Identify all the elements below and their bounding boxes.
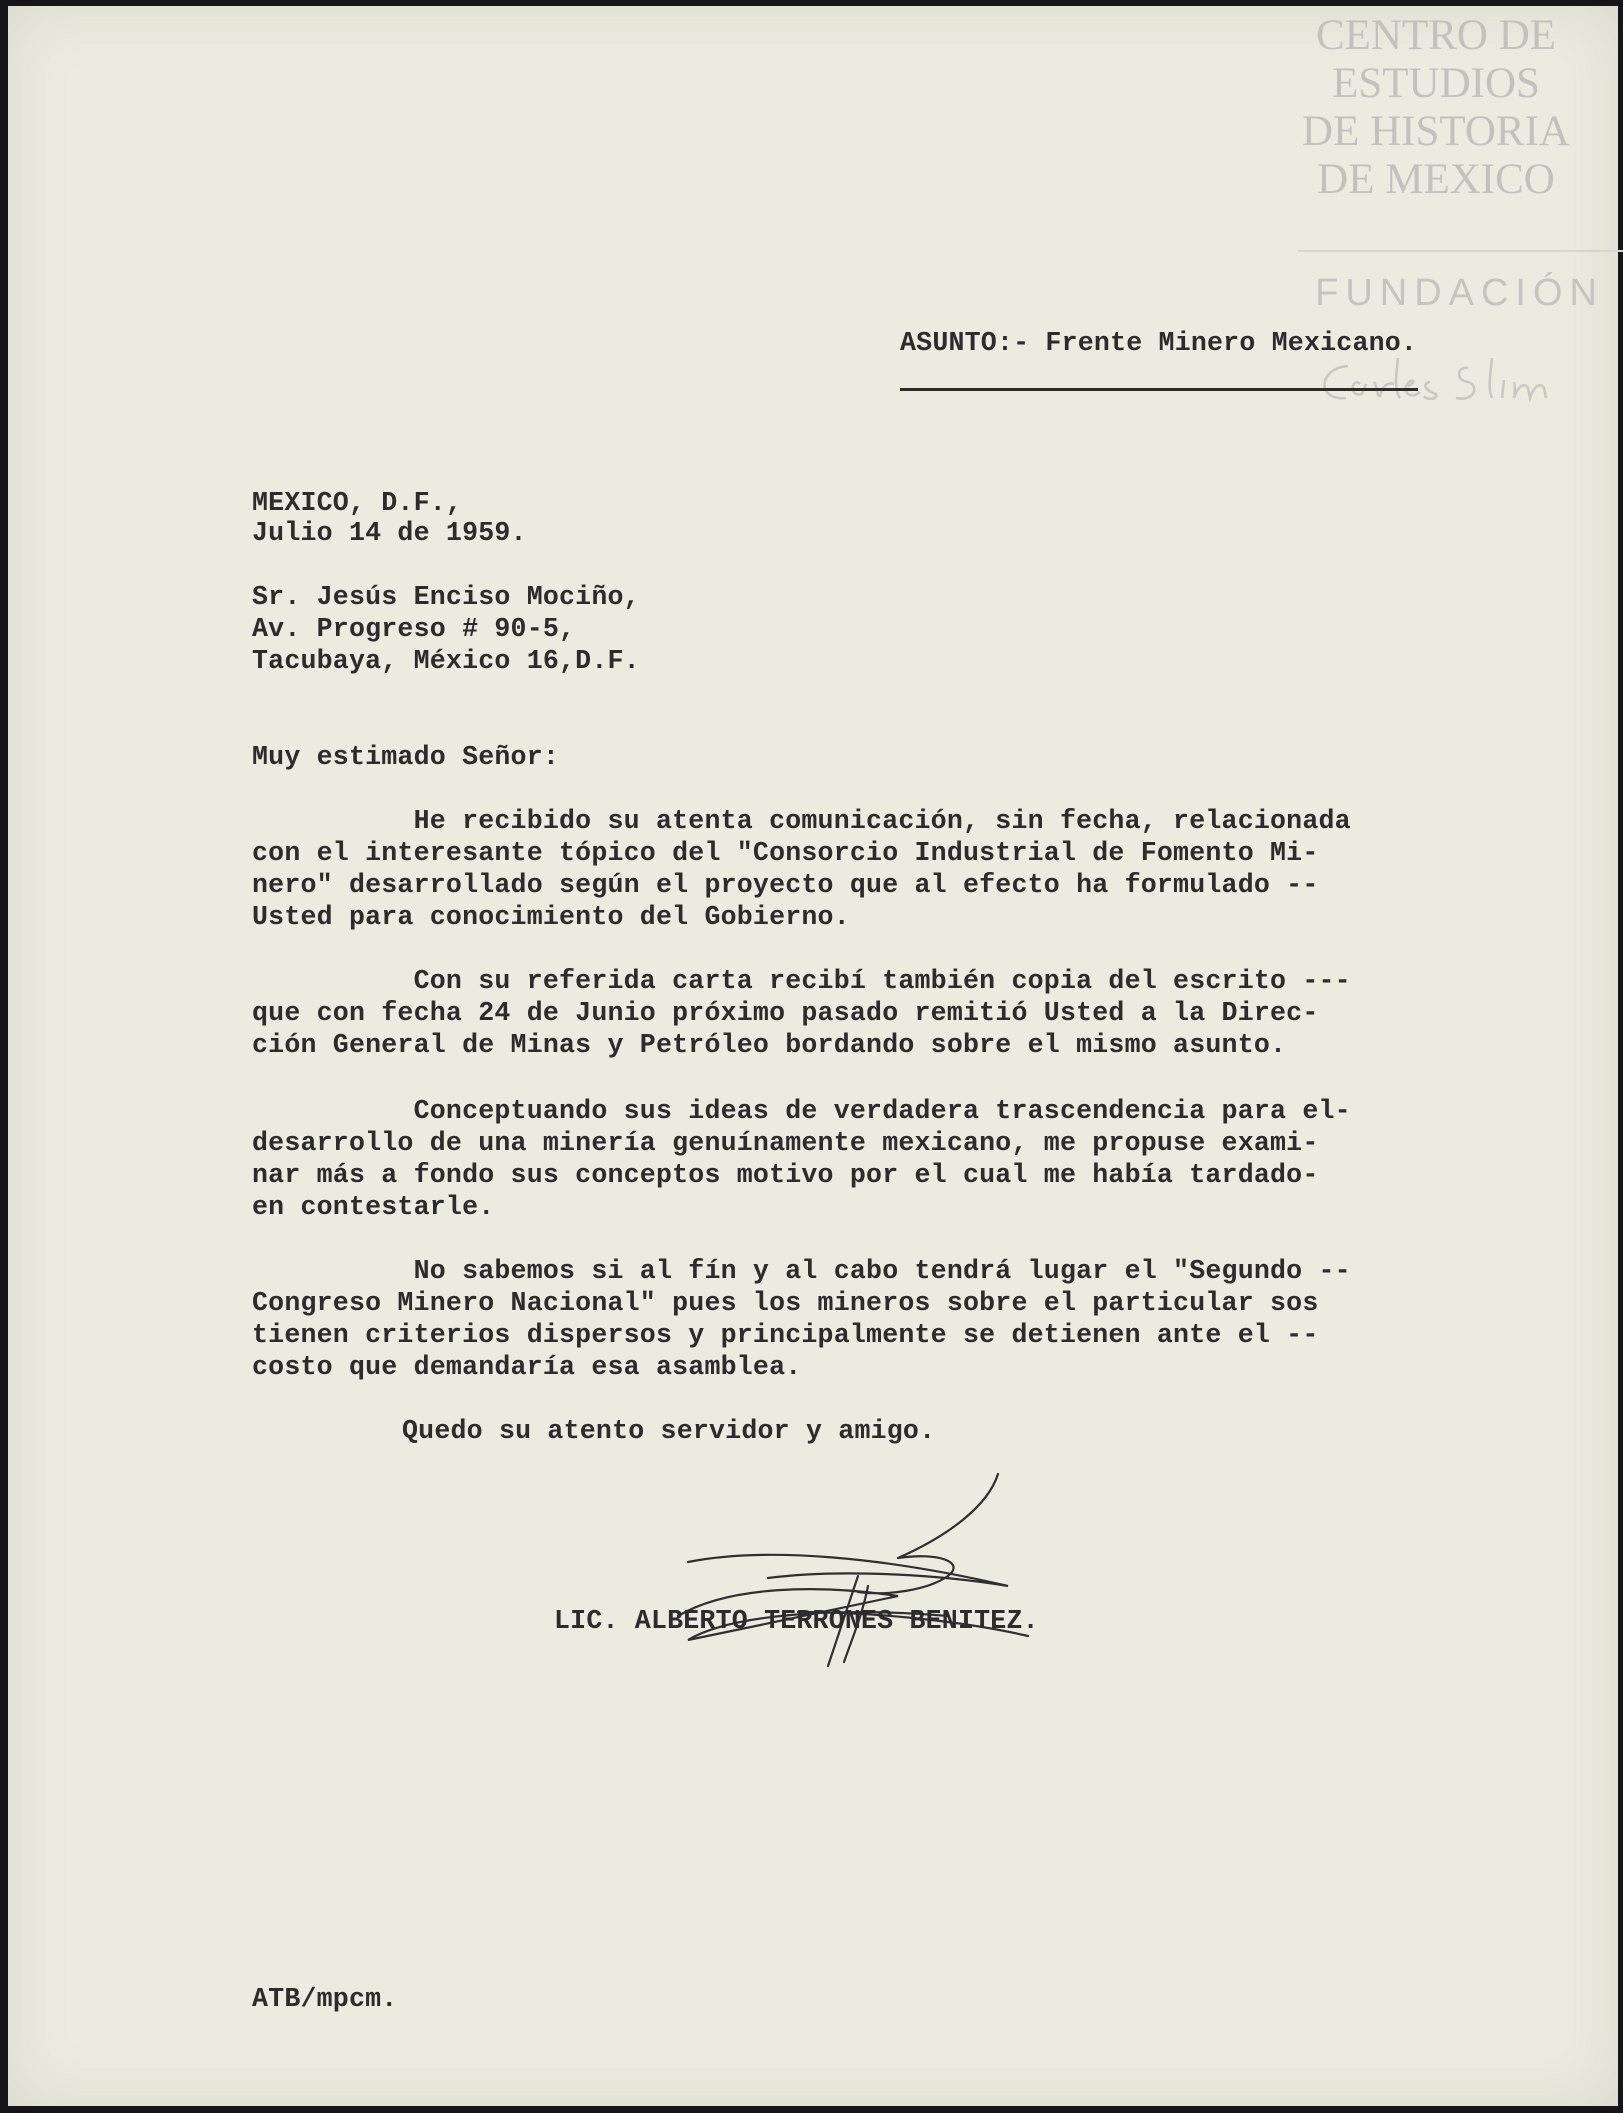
recipient-city: Tacubaya, México 16,D.F.: [252, 646, 640, 676]
body-line: Congreso Minero Nacional" pues los mineros sobre el particular sos: [252, 1288, 1319, 1318]
body-line: tienen criterios dispersos y principalmente se detienen ante el --: [252, 1320, 1319, 1350]
body-line: He recibido su atenta comunicación, sin fecha, relacionada: [252, 806, 1351, 836]
body-line: costo que demandaría esa asamblea.: [252, 1352, 802, 1382]
reference-initials: ATB/mpcm.: [252, 1984, 398, 2014]
body-line: con el interesante tópico del "Consorcio Industrial de Fomento Mi-: [252, 838, 1319, 868]
watermark-foundation: FUNDACIÓN: [1315, 272, 1604, 314]
signatory: LIC. ALBERTO TERRONES BENITEZ.: [554, 1606, 1039, 1636]
place: MEXICO, D.F.,: [252, 488, 463, 518]
body-line: en contestarle.: [252, 1192, 495, 1222]
body-line: desarrollo de una minería genuínamente mexicano, me propuse exami-: [252, 1128, 1319, 1158]
body-line: No sabemos si al fín y al cabo tendrá lugar el "Segundo --: [252, 1256, 1351, 1286]
watermark-line-4: DE MEXICO: [1317, 156, 1555, 203]
body-line: Usted para conocimiento del Gobierno.: [252, 902, 850, 932]
watermark-line-3: DE HISTORIA: [1302, 108, 1570, 155]
body-line: Con su referida carta recibí también copia del escrito ---: [252, 966, 1351, 996]
recipient-name: Sr. Jesús Enciso Mociño,: [252, 582, 640, 612]
body-line: nero" desarrollado según el proyecto que al efecto ha formulado --: [252, 870, 1319, 900]
handwritten-signature: [648, 1466, 1068, 1686]
recipient-address: Av. Progreso # 90-5,: [252, 614, 576, 644]
letter-page: [8, 6, 1618, 2106]
subject-underline: [900, 388, 1418, 391]
body-line: que con fecha 24 de Junio próximo pasado remitió Usted a la Direc-: [252, 998, 1319, 1028]
salutation: Muy estimado Señor:: [252, 742, 560, 772]
subject-line: ASUNTO:- Frente Minero Mexicano.: [900, 328, 1418, 358]
watermark-line-1: CENTRO DE: [1315, 12, 1557, 59]
body-line: nar más a fondo sus conceptos motivo por el cual me había tardado-: [252, 1160, 1319, 1190]
watermark-divider: [1298, 250, 1623, 252]
archive-watermark: [1276, 12, 1596, 204]
body-line: ción General de Minas y Petróleo bordando sobre el mismo asunto.: [252, 1030, 1287, 1060]
watermark-line-2: ESTUDIOS: [1332, 60, 1540, 107]
closing: Quedo su atento servidor y amigo.: [402, 1416, 936, 1446]
date: Julio 14 de 1959.: [252, 518, 527, 548]
body-line: Conceptuando sus ideas de verdadera trascendencia para el-: [252, 1096, 1351, 1126]
